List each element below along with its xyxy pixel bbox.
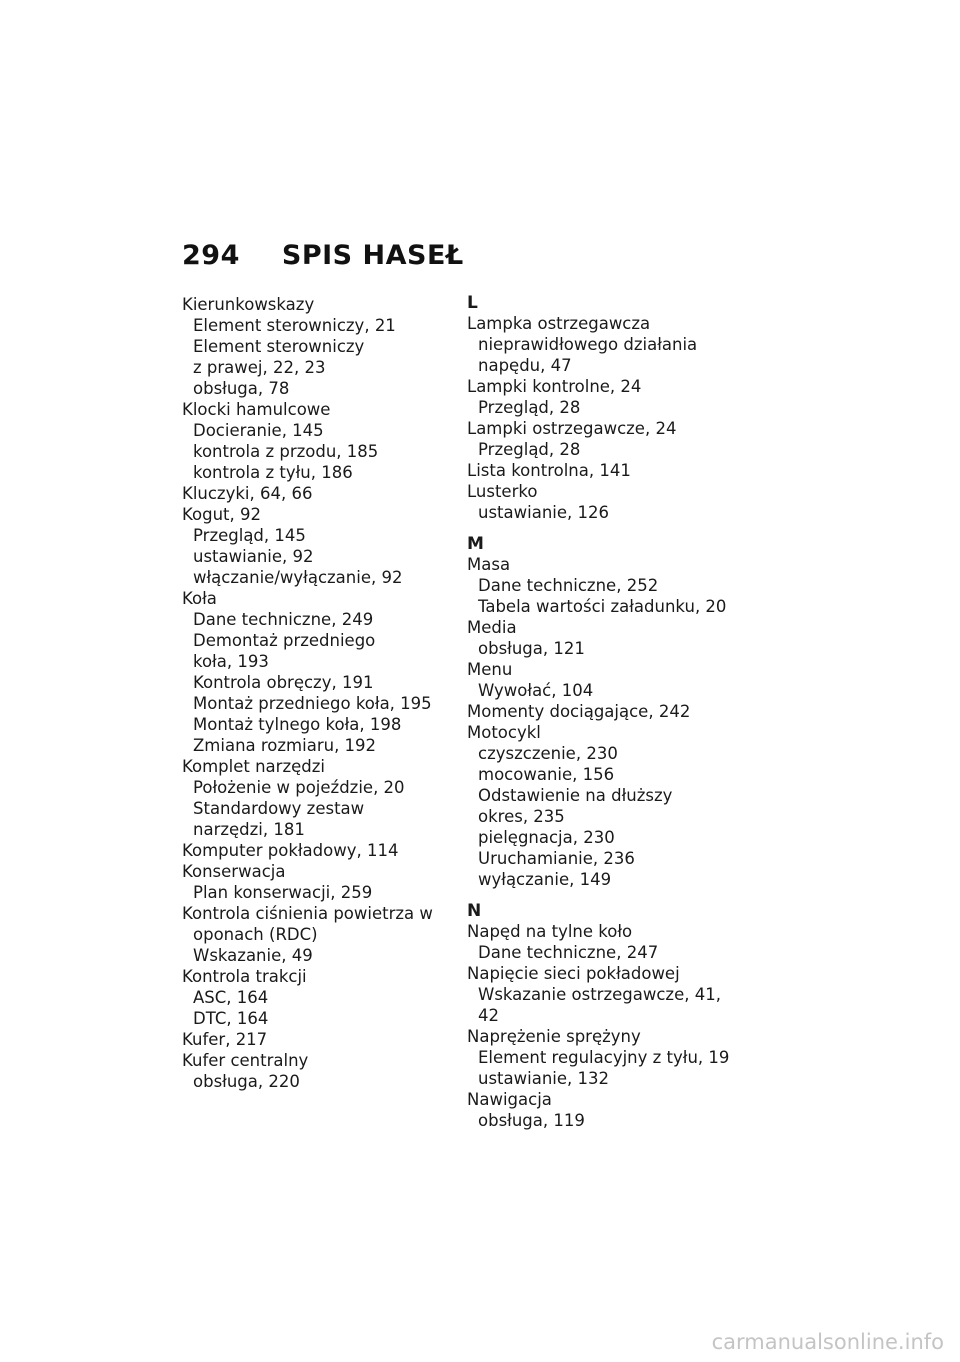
index-entry: Lampka ostrzegawcza (467, 314, 651, 333)
index-entry: Konserwacja (182, 862, 286, 881)
index-entry: Kontrola ciśnienia powietrza w (182, 904, 433, 923)
index-subentry: Wywołać, 104 (478, 681, 594, 700)
index-subentry: włączanie/wyłączanie, 92 (193, 568, 403, 587)
index-column-left (182, 294, 452, 1092)
index-subentry: mocowanie, 156 (478, 765, 615, 784)
section-letter: M (467, 534, 484, 554)
index-entry: Kontrola trakcji (182, 967, 307, 986)
index-entry: Menu (467, 660, 513, 679)
index-subentry: Dane techniczne, 249 (193, 610, 374, 629)
index-subentry: Uruchamianie, 236 (478, 849, 635, 868)
index-entry: Naprężenie sprężyny (467, 1027, 641, 1046)
index-section (467, 535, 737, 890)
index-entry: Komputer pokładowy, 114 (182, 841, 399, 860)
index-entry: Kogut, 92 (182, 505, 261, 524)
index-entry: Klocki hamulcowe (182, 400, 331, 419)
index-subentry: Montaż przedniego koła, 195 (193, 694, 432, 713)
index-subentry: kontrola z tyłu, 186 (193, 463, 353, 482)
index-subentry: Element regulacyjny z tyłu, 19 (478, 1048, 730, 1067)
index-subentry: okres, 235 (478, 807, 565, 826)
index-entry: Motocykl (467, 723, 541, 742)
index-subentry: ASC, 164 (193, 988, 269, 1007)
index-entry: Koła (182, 589, 217, 608)
index-entry: Komplet narzędzi (182, 757, 325, 776)
index-subentry: Element sterowniczy, 21 (193, 316, 396, 335)
index-section (467, 294, 737, 523)
index-subentry: Tabela wartości załadunku, 20 (478, 597, 727, 616)
index-subentry: Położenie w pojeździe, 20 (193, 778, 405, 797)
index-subentry: Kontrola obręczy, 191 (193, 673, 374, 692)
index-entry: Kufer centralny (182, 1051, 309, 1070)
index-subentry: obsługa, 220 (193, 1072, 300, 1091)
index-entry: Lampki kontrolne, 24 (467, 377, 642, 396)
index-subentry: koła, 193 (193, 652, 269, 671)
index-entry: Lusterko (467, 482, 538, 501)
index-subentry: Wskazanie, 49 (193, 946, 313, 965)
index-subentry: pielęgnacja, 230 (478, 828, 615, 847)
index-subentry: Dane techniczne, 247 (478, 943, 659, 962)
index-entry: Lampki ostrzegawcze, 24 (467, 419, 677, 438)
index-subentry: nieprawidłowego działania (478, 335, 698, 354)
index-entry: Nawigacja (467, 1090, 552, 1109)
index-subentry: Wskazanie ostrzegawcze, 41, (478, 985, 721, 1004)
page-title: SPIS HASEŁ (281, 240, 464, 271)
index-subentry: ustawianie, 132 (478, 1069, 610, 1088)
index-subentry: obsługa, 119 (478, 1111, 585, 1130)
index-subentry: Dane techniczne, 252 (478, 576, 659, 595)
section-letter: L (467, 293, 478, 313)
index-subentry: Zmiana rozmiaru, 192 (193, 736, 377, 755)
index-subentry: Demontaż przedniego (193, 631, 376, 650)
index-subentry: Przegląd, 28 (478, 440, 581, 459)
index-subentry: Odstawienie na dłuższy (478, 786, 673, 805)
index-subentry: Docieranie, 145 (193, 421, 324, 440)
index-subentry: ustawianie, 92 (193, 547, 314, 566)
index-subentry: oponach (RDC) (193, 925, 318, 944)
page-header (182, 240, 464, 271)
index-subentry: Montaż tylnego koła, 198 (193, 715, 402, 734)
index-subentry: wyłączanie, 149 (478, 870, 612, 889)
index-entry: Media (467, 618, 517, 637)
index-subentry: Element sterowniczy (193, 337, 365, 356)
index-subentry: Przegląd, 28 (478, 398, 581, 417)
index-entry: Napęd na tylne koło (467, 922, 633, 941)
index-entry: Lista kontrolna, 141 (467, 461, 631, 480)
index-subentry: kontrola z przodu, 185 (193, 442, 379, 461)
index-subentry: obsługa, 78 (193, 379, 290, 398)
index-subentry: ustawianie, 126 (478, 503, 610, 522)
section-letter: N (467, 901, 482, 921)
index-entry: Masa (467, 555, 511, 574)
index-subentry: 42 (478, 1006, 499, 1025)
index-subentry: narzędzi, 181 (193, 820, 305, 839)
index-entry: Napięcie sieci pokładowej (467, 964, 680, 983)
index-entry: Kierunkowskazy (182, 295, 315, 314)
index-entry: Kluczyki, 64, 66 (182, 484, 313, 503)
index-subentry: czyszczenie, 230 (478, 744, 618, 763)
page-number: 294 (182, 240, 240, 271)
index-section (467, 902, 737, 1131)
index-column-right (467, 294, 737, 1143)
index-entry: Kufer, 217 (182, 1030, 268, 1049)
index-subentry: z prawej, 22, 23 (193, 358, 326, 377)
watermark-text: carmanualsonline.info (711, 1330, 944, 1354)
index-subentry: Plan konserwacji, 259 (193, 883, 373, 902)
index-subentry: Przegląd, 145 (193, 526, 306, 545)
index-subentry: obsługa, 121 (478, 639, 585, 658)
index-subentry: napędu, 47 (478, 356, 572, 375)
index-subentry: DTC, 164 (193, 1009, 269, 1028)
index-subentry: Standardowy zestaw (193, 799, 365, 818)
index-entry: Momenty dociągające, 242 (467, 702, 691, 721)
